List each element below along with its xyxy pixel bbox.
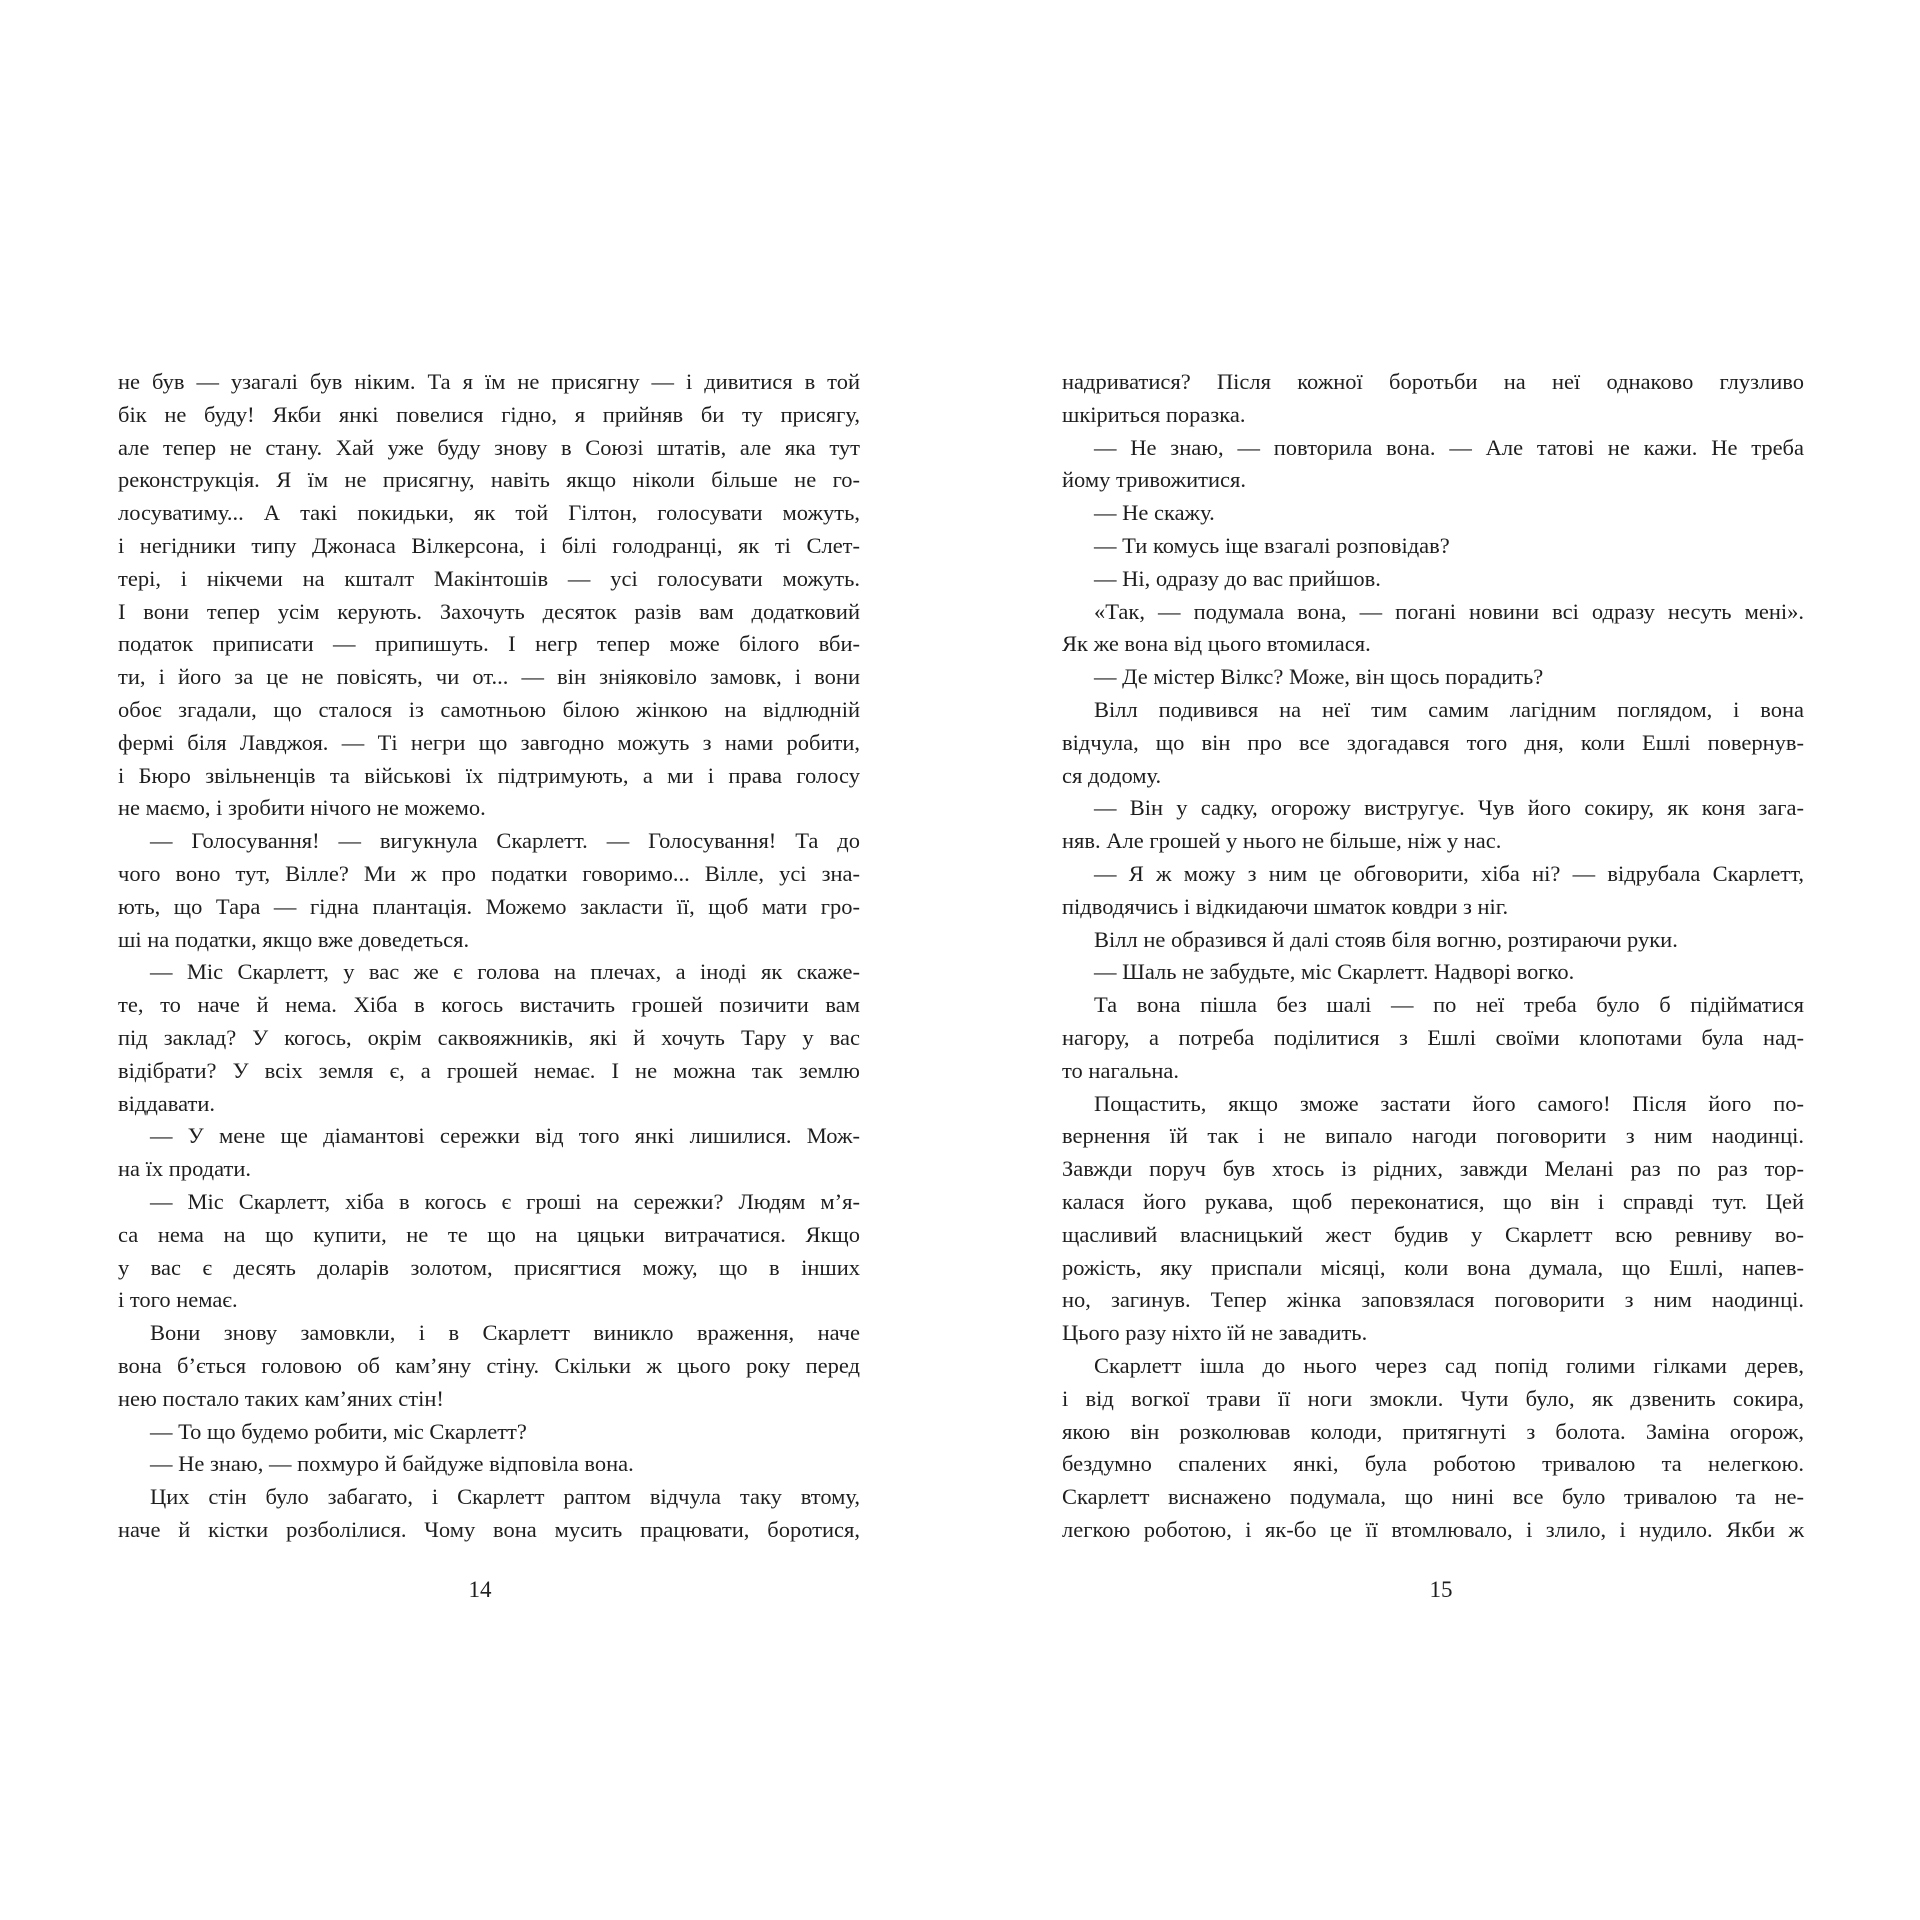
text-line: Скарлетт виснажено подумала, що нині все було тривалою та не- <box>1062 1484 1804 1510</box>
text-line: ти, і його за це не повісять, чи от... — він зніяковіло замовк, і вони <box>118 664 860 690</box>
text-line: тері, і нікчеми на кшталт Макінтошів — усі голосувати можуть. <box>118 565 860 591</box>
text-line: чого воно тут, Вілле? Ми ж про податки говоримо... Вілле, усі зна- <box>118 860 860 886</box>
text-line: і того немає. <box>118 1287 238 1313</box>
text-line: щасливий власницький жест будив у Скарлетт всю ревниву во- <box>1062 1221 1804 1247</box>
text-line: відчула, що він про все здогадався того дня, коли Ешлі повернув- <box>1062 729 1804 755</box>
text-line: бездумно спалених янкі, була роботою тривалою та нелегкою. <box>1062 1451 1804 1477</box>
text-line: шкіриться поразка. <box>1062 401 1246 427</box>
text-line: лосуватиму... А такі покидьки, як той Гілтон, голосувати можуть, <box>118 500 860 526</box>
text-line: податок приписати — припишуть. І негр тепер може білого вби- <box>118 631 860 657</box>
text-line: — Не скажу. <box>1094 500 1215 526</box>
text-line: І вони тепер усім керують. Захочуть десяток разів вам додатковий <box>118 598 860 624</box>
text-line: під заклад? У когось, окрім саквояжників, які й хочуть Тару у вас <box>118 1024 860 1050</box>
text-line: надриватися? Після кожної боротьби на неї однаково глузливо <box>1062 369 1804 394</box>
text-line: вона б’ється головою об кам’яну стіну. Скільки ж цього року перед <box>118 1352 860 1378</box>
text-line: відібрати? У всіх земля є, а грошей немає. І не можна так землю <box>118 1057 860 1083</box>
text-line: — То що будемо робити, міс Скарлетт? <box>150 1418 527 1444</box>
text-line: «Так, — подумала вона, — погані новини всі одразу несуть мені». <box>1094 598 1804 624</box>
text-line: нагору, а потреба поділитися з Ешлі своїми клопотами була над- <box>1062 1024 1804 1050</box>
text-line: ють, що Тара — гідна плантація. Можемо закласти її, щоб мати гро- <box>118 893 860 919</box>
text-line: наче й кістки розболілися. Чому вона мусить працювати, боротися, <box>118 1516 860 1542</box>
left-page-text <box>118 366 860 1547</box>
text-line: калася його рукава, щоб переконатися, що він і справді тут. Цей <box>1062 1188 1804 1214</box>
text-line: Як же вона від цього втомилася. <box>1062 631 1371 657</box>
text-line: Цього разу ніхто їй не завадить. <box>1062 1320 1368 1346</box>
text-line: Цих стін було забагато, і Скарлетт раптом відчула таку втому, <box>150 1484 860 1510</box>
text-line: і негідники типу Джонаса Вілкерсона, і білі голодранці, як ті Слет- <box>118 532 860 558</box>
text-line: Та вона пішла без шалі — по неї треба було б підійматися <box>1094 992 1804 1018</box>
text-line: — Я ж можу з ним це обговорити, хіба ні? — відрубала Скарлетт, <box>1094 860 1804 886</box>
text-line: Скарлетт ішла до нього через сад попід голими гілками дерев, <box>1094 1352 1804 1378</box>
text-line: — Голосування! — вигукнула Скарлетт. — Голосування! Та до <box>150 828 860 854</box>
text-line: те, то наче й нема. Хіба в когось вистачить грошей позичити вам <box>118 992 860 1018</box>
text-line: рожість, яку приспали місяці, коли вона думала, що Ешлі, напев- <box>1062 1254 1804 1280</box>
text-line: підводячись і відкидаючи шматок ковдри з ніг. <box>1062 893 1509 919</box>
text-line: бік не буду! Якби янкі повелися гідно, я прийняв би ту присягу, <box>118 401 860 427</box>
text-line: вернення їй так і не випало нагоди поговорити з ним наодинці. <box>1062 1123 1804 1149</box>
text-line: не маємо, і зробити нічого не можемо. <box>118 795 486 821</box>
text-line: — Шаль не забудьте, міс Скарлетт. Надворі вогко. <box>1094 959 1575 985</box>
text-line: — Де містер Вілкс? Може, він щось порадить? <box>1094 664 1544 690</box>
right-page-text <box>1062 366 1804 1547</box>
text-line: і Бюро звільненців та військові їх підтримують, а ми і права голосу <box>118 762 860 788</box>
text-line: Вілл не образився й далі стояв біля вогню, розтираючи руки. <box>1094 926 1678 952</box>
text-line: — У мене ще діамантові сережки від того янкі лишилися. Мож- <box>150 1123 860 1149</box>
text-line: — Ні, одразу до вас прийшов. <box>1094 565 1381 591</box>
text-line: са нема на що купити, не те що на цяцьки витрачатися. Якщо <box>118 1221 860 1247</box>
text-line: не був — узагалі був ніким. Та я їм не присягну — і дивитися в той <box>118 369 860 394</box>
text-line: ші на податки, якщо вже доведеться. <box>118 926 470 952</box>
left-page-number: 14 <box>468 1577 492 1602</box>
text-line: — Не знаю, — повторила вона. — Але татові не кажи. Не треба <box>1094 434 1804 460</box>
text-line: якою він розколював колоди, притягнуті з болота. Заміна огорож, <box>1062 1418 1804 1444</box>
text-line: але тепер не стану. Хай уже буду знову в Союзі штатів, але яка тут <box>118 434 860 460</box>
text-line: Вілл подивився на неї тим самим лагідним поглядом, і вона <box>1094 696 1804 722</box>
text-line: — Не знаю, — похмуро й байдуже відповіла вона. <box>150 1451 634 1477</box>
text-line: но, загинув. Тепер жінка заповзялася поговорити з ним наодинці. <box>1062 1287 1804 1313</box>
right-page-number: 15 <box>1429 1577 1453 1602</box>
text-line: Вони знову замовкли, і в Скарлетт виникло враження, наче <box>150 1320 860 1346</box>
text-line: Завжди поруч був хтось із рідних, завжди Мелані раз по раз тор- <box>1062 1156 1804 1182</box>
text-line: — Міс Скарлетт, у вас же є голова на плечах, а іноді як скаже- <box>150 959 860 985</box>
text-line: йому тривожитися. <box>1062 467 1246 493</box>
text-line: то нагальна. <box>1062 1057 1179 1083</box>
text-line: Пощастить, якщо зможе застати його самого! Після його по- <box>1094 1090 1804 1116</box>
text-line: — Він у садку, огорожу вистругує. Чув його сокиру, як коня зага- <box>1094 795 1804 821</box>
text-line: віддавати. <box>118 1090 215 1116</box>
text-line: і від вогкої трави її ноги змокли. Чути було, як дзвенить сокира, <box>1062 1385 1804 1411</box>
text-line: ся додому. <box>1062 762 1162 788</box>
text-line: — Ти комусь іще взагалі розповідав? <box>1094 532 1450 558</box>
text-line: нею постало таких кам’яних стін! <box>118 1385 444 1411</box>
text-line: обоє згадали, що сталося із самотньою білою жінкою на відлюдній <box>118 696 860 722</box>
text-line: няв. Але грошей у нього не більше, ніж у нас. <box>1062 828 1502 854</box>
text-line: легкою роботою, і як-бо це її втомлювало, і злило, і нудило. Якби ж <box>1062 1516 1804 1542</box>
text-line: реконструкція. Я їм не присягну, навіть якщо ніколи більше не го- <box>118 467 860 493</box>
text-line: на їх продати. <box>118 1156 252 1182</box>
text-line: фермі біля Лавджоя. — Ті негри що завгодно можуть з нами робити, <box>118 729 860 755</box>
text-line: — Міс Скарлетт, хіба в когось є гроші на сережки? Людям м’я- <box>150 1188 860 1214</box>
text-line: у вас є десять доларів золотом, присягтися можу, що в інших <box>118 1254 860 1280</box>
